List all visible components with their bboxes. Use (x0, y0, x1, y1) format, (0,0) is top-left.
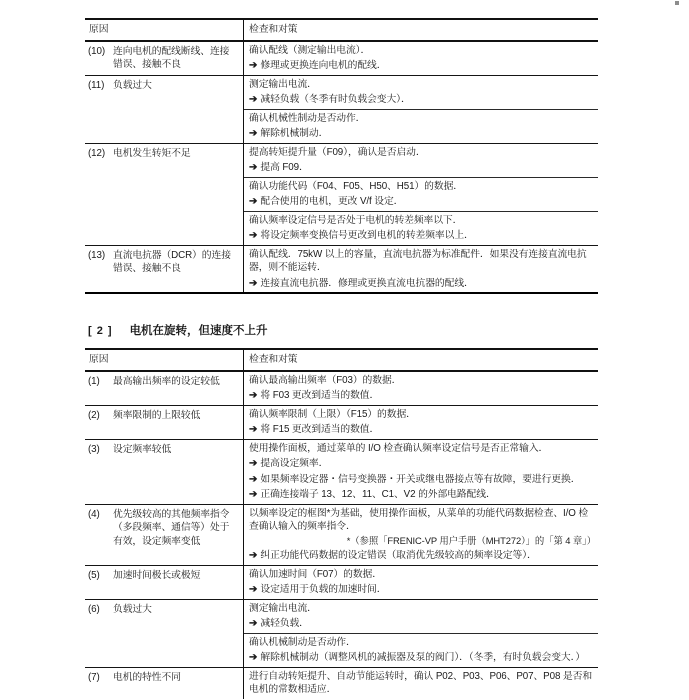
table-row (85, 566, 598, 600)
table-row (85, 76, 598, 144)
header-check: 检查和对策 (243, 20, 598, 40)
cause-cell (85, 42, 243, 75)
cause-text: 连向电机的配线断线、连接错误、接触不良 (113, 45, 230, 70)
check-action-text: 减轻负载． (260, 618, 309, 629)
check-subcell (244, 668, 598, 699)
check-action-text: 连接直流电抗器．修理或更换直流电抗器的配线． (260, 277, 474, 289)
check-cell (243, 505, 598, 565)
table-row (85, 406, 598, 440)
table-header-row (85, 350, 598, 372)
table-row (85, 600, 598, 668)
table-row (85, 42, 598, 76)
check-subcell (244, 566, 598, 599)
check-action (249, 127, 596, 141)
check-action (249, 93, 596, 107)
cause-number: (6) (88, 603, 100, 615)
check-cell (243, 440, 598, 504)
check-action (249, 59, 596, 73)
check-action (249, 389, 596, 403)
check-text: 提高转矩提升量（F09），确认是否启动． (249, 146, 426, 158)
cause-cell (85, 144, 243, 245)
check-text: 测定输出电流． (249, 78, 317, 90)
check-action (249, 195, 596, 209)
cause-number: (7) (88, 671, 100, 683)
section-number: [ 2 ] (88, 325, 113, 337)
check-action (249, 583, 596, 597)
fault-table-motor-not-run (85, 18, 598, 294)
check-action (249, 473, 596, 487)
check-action-text: 正确连接端子 13、12、11、C1、V2 的外部电路配线． (260, 489, 496, 500)
arrow-icon: ➔ (249, 230, 258, 241)
arrow-icon: ➔ (249, 390, 258, 401)
header-cause: 原因 (89, 354, 109, 365)
header-cause: 原因 (89, 24, 109, 35)
cause-number: (11) (88, 79, 105, 91)
cause-number: (10) (88, 45, 106, 57)
check-cell (243, 566, 598, 599)
check-action-text: 将 F03 更改到适当的数值． (260, 390, 380, 401)
check-subcell (244, 211, 598, 245)
check-cell (243, 372, 598, 405)
table-row (85, 246, 598, 295)
cause-text: 负载过大 (113, 603, 152, 615)
check-text: 确认加速时间（F07）的数据． (249, 568, 382, 580)
arrow-icon: ➔ (249, 196, 258, 207)
check-text: 确认配线（测定输出电流）． (249, 44, 371, 56)
check-cell (243, 246, 598, 293)
arrow-icon: ➔ (249, 424, 258, 435)
arrow-icon: ➔ (249, 277, 258, 289)
check-cell (243, 406, 598, 439)
check-subcell (244, 406, 598, 439)
check-text: 确认频率设定信号是否处于电机的转差频率以下． (249, 214, 463, 226)
check-action (249, 488, 596, 502)
check-text: 确认功能代码（F04、F05、H50、H51）的数据． (249, 180, 463, 192)
check-action (249, 229, 596, 243)
table-row (85, 668, 598, 699)
arrow-icon: ➔ (249, 162, 258, 173)
check-subcell (244, 440, 598, 504)
screen-artifact (675, 1, 679, 5)
check-subcell (244, 144, 598, 177)
check-action (249, 423, 596, 437)
check-action (249, 277, 596, 291)
check-subcell (244, 633, 598, 667)
cause-number: (12) (88, 147, 106, 159)
cause-text: 电机的特性不同 (113, 671, 181, 683)
check-cell (243, 76, 598, 143)
cause-text: 最高输出频率的设定较低 (113, 375, 220, 387)
footnote-text: *（参照「FRENIC-VP 用户手册（MHT272）」的「第 4 章」） (346, 534, 596, 546)
arrow-icon: ➔ (249, 128, 258, 139)
cause-cell (85, 76, 243, 143)
check-action (249, 457, 596, 471)
arrow-icon: ➔ (249, 489, 258, 500)
check-subcell (244, 246, 598, 293)
cause-text: 直流电抗器（DCR）的连接错误、接触不良 (113, 249, 231, 274)
arrow-icon: ➔ (249, 94, 258, 105)
check-text: 确认配线．75kW 以上的容量，直流电抗器为标准配件．如果没有连接直流电抗器，则不能运转． (249, 248, 587, 273)
check-cell (243, 42, 598, 75)
check-subcell (244, 109, 598, 143)
cause-cell (85, 246, 243, 293)
check-action-text: 将设定频率变换信号更改到电机的转差频率以上． (260, 230, 474, 241)
check-action-text: 提高设定频率． (260, 458, 329, 469)
check-text: 确认机械制动是否动作． (249, 636, 356, 648)
check-subcell (244, 42, 598, 75)
check-subcell (244, 76, 598, 109)
cause-number: (1) (88, 375, 100, 387)
check-action (249, 651, 596, 665)
cause-cell (85, 668, 243, 699)
table-row (85, 372, 598, 406)
cause-cell (85, 566, 243, 599)
cause-cell (85, 440, 243, 504)
check-text: 确认机械性制动是否动作． (249, 112, 366, 124)
section-title: 电机在旋转，但速度不上升 (129, 325, 268, 337)
check-subcell (244, 505, 598, 565)
check-action-text: 纠正功能代码数据的设定错误（取消优先级较高的频率设定等）． (260, 550, 537, 561)
check-action (249, 161, 596, 175)
cause-number: (4) (88, 508, 100, 520)
cause-number: (3) (88, 443, 100, 455)
cause-text: 频率限制的上限较低 (113, 409, 201, 421)
arrow-icon: ➔ (249, 473, 258, 485)
check-subcell (244, 600, 598, 633)
check-action-text: 设定适用于负载的加速时间． (260, 584, 387, 595)
check-subcell (244, 177, 598, 211)
arrow-icon: ➔ (249, 60, 258, 71)
fault-table-speed-not-rise (85, 348, 598, 699)
cause-cell (85, 600, 243, 667)
check-text: 测定输出电流． (249, 602, 317, 614)
check-cell (243, 668, 598, 699)
arrow-icon: ➔ (249, 584, 258, 595)
table-row (85, 144, 598, 246)
check-action (249, 617, 596, 631)
check-action-text: 提高 F09． (260, 162, 309, 173)
check-text: 确认最高输出频率（F03）的数据． (249, 374, 402, 386)
cause-number: (5) (88, 569, 100, 581)
arrow-icon: ➔ (249, 652, 258, 663)
cause-text: 负载过大 (113, 79, 152, 91)
check-action-text: 配合使用的电机，更改 V/f 设定． (260, 196, 404, 207)
cause-text: 设定频率较低 (113, 443, 172, 455)
check-action-text: 修理或更换连向电机的配线． (260, 60, 387, 71)
cause-cell (85, 406, 243, 439)
cause-text: 电机发生转矩不足 (113, 147, 191, 159)
check-action-text: 减轻负载（冬季有时负载会变大）． (260, 94, 411, 105)
check-cell (243, 600, 598, 667)
cause-text: 优先级较高的其他频率指令（多段频率、通信等）处于有效，设定频率变低 (113, 508, 230, 547)
cause-number: (2) (88, 409, 100, 421)
cause-cell (85, 372, 243, 405)
table-row (85, 440, 598, 505)
arrow-icon: ➔ (249, 618, 258, 629)
check-subcell (244, 372, 598, 405)
check-cell (243, 144, 598, 245)
arrow-icon: ➔ (249, 550, 258, 561)
cause-number: (13) (88, 249, 106, 261)
check-action-text: 将 F15 更改到适当的数值． (260, 424, 380, 435)
check-action-text: 解除机械制动． (260, 128, 329, 139)
check-text: 使用操作面板，通过菜单的 I/O 检查确认频率设定信号是否正常输入． (249, 442, 549, 454)
check-text: 确认频率限制（上限）（F15）的数据． (249, 408, 416, 420)
check-action-text: 如果频率设定器・信号变换器・开关或继电器接点等有故障，要进行更换． (260, 473, 581, 485)
check-text: 以频率设定的框图*为基础，使用操作面板，从菜单的功能代码数据检查、I/O 检查确认输入的频率指令． (249, 507, 589, 532)
cause-cell (85, 505, 243, 565)
cause-text: 加速时间极长或极短 (113, 569, 201, 581)
check-text: 进行自动转矩提升、自动节能运转时，确认 P02、P03、P06、P07、P08 是否和电机的常数相适应． (249, 670, 593, 695)
header-check: 检查和对策 (243, 350, 598, 370)
arrow-icon: ➔ (249, 458, 258, 469)
check-action-text: 解除机械制动（调整风机的减振器及泵的阀门）．（冬季，有时负载会变大．） (260, 652, 586, 663)
check-action (249, 549, 596, 563)
section-heading (88, 322, 268, 338)
table-row (85, 505, 598, 566)
table-header-row (85, 20, 598, 42)
